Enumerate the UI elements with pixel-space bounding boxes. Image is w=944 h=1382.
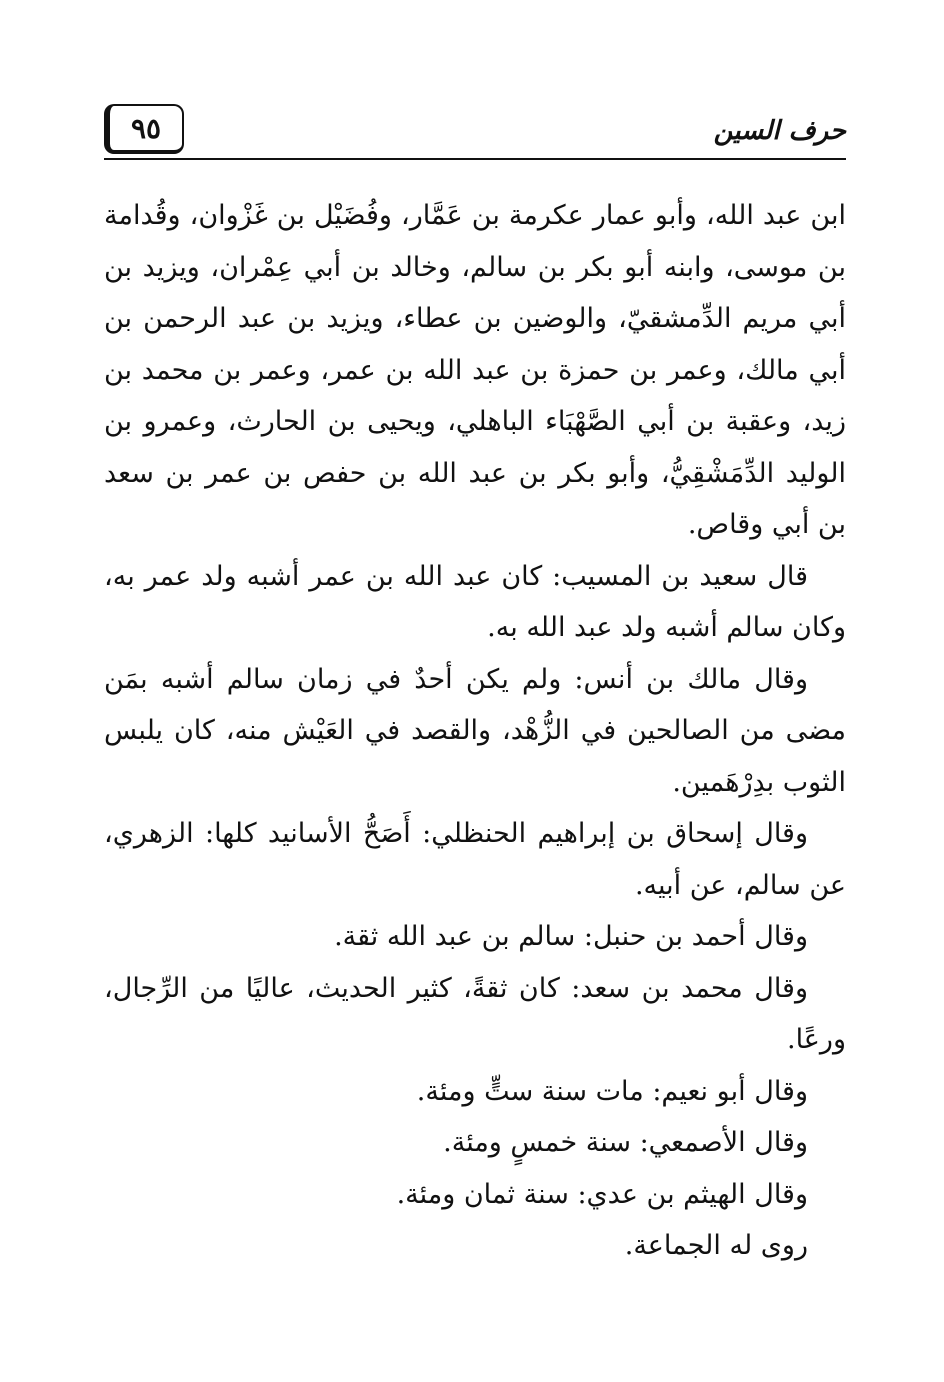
body-text bbox=[104, 190, 846, 1272]
paragraph-haytham-ibn-adi: وقال الهيثم بن عدي: سنة ثمان ومئة. bbox=[396, 1178, 808, 1210]
paragraph-abu-nuaym: وقال أبو نعيم: مات سنة ستٍّ ومئة. bbox=[416, 1075, 808, 1107]
paragraph-narrators: ابن عبد الله، وأبو عمار عكرمة بن عَمَّار، وفُضَيْل بن غَزْوان، وقُدامة بن موسى، وابنه أبو بكر بن سالم، وخالد بن أبي عِمْران، ويزيد بن أبي مريم الدِّمشقيّ، والوضين بن عطاء، ويزيد بن عبد الرحمن بن أبي مالك، وعمر بن حمزة بن عبد الله بن عمر، وعمر بن محمد بن زيد، وعقبة بن أبي الصَّهْبَاء الباهلي، ويحيى بن الحارث، وعمرو بن الوليد الدِّمَشْقِيُّ، وأبو بكر بن عبد الله بن حفص بن عمر بن سعد بن أبي وقاص. bbox=[104, 200, 846, 540]
header-divider bbox=[104, 158, 846, 160]
paragraph-ishaq-ibn-ibrahim: وقال إسحاق بن إبراهيم الحنظلي: أَصَحُّ الأسانيد كلها: الزهري، عن سالم، عن أبيه. bbox=[104, 818, 846, 901]
running-title: حرف السين bbox=[713, 116, 846, 146]
page-number: ٩٥ bbox=[104, 104, 184, 154]
paragraph-asmai: وقال الأصمعي: سنة خمسٍ ومئة. bbox=[443, 1127, 808, 1158]
paragraph-ahmad-ibn-hanbal: وقال أحمد بن حنبل: سالم بن عبد الله ثقة. bbox=[334, 921, 808, 952]
paragraph-muhammad-ibn-sad: وقال محمد بن سعد: كان ثقةً، كثير الحديث، عاليًا من الرِّجال، ورعًا. bbox=[104, 972, 846, 1055]
paragraph-jamaa: روى له الجماعة. bbox=[624, 1230, 808, 1261]
paragraph-malik-ibn-anas: وقال مالك بن أنس: ولم يكن أحدٌ في زمان سالم أشبه بمَن مضى من الصالحين في الزُّهْد، والقصد في العَيْش منه، كان يلبس الثوب بدِرْهَمين. bbox=[104, 663, 846, 798]
paragraph-said-ibn-musayyib: قال سعيد بن المسيب: كان عبد الله بن عمر أشبه ولد عمر به، وكان سالم أشبه ولد عبد الله به. bbox=[104, 560, 846, 643]
